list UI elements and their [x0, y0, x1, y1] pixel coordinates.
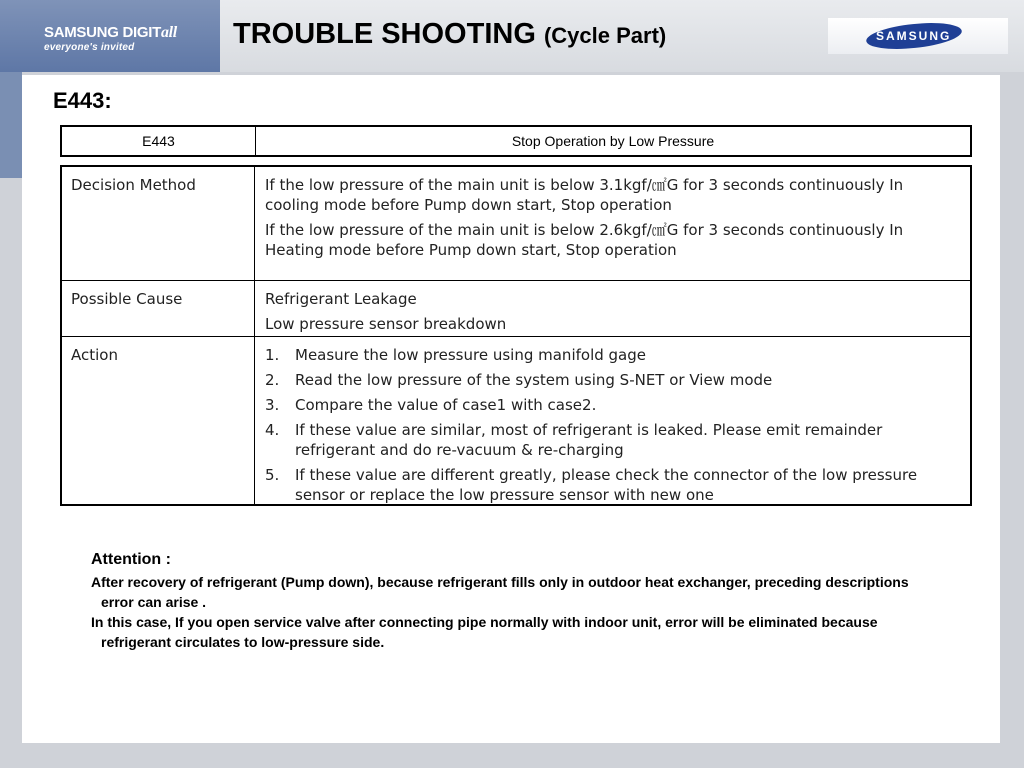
- table-row-action: [62, 337, 970, 504]
- decision-line: If the low pressure of the main unit is below 2.6kgf/㎠G for 3 seconds continuously In Heating mode before Pump down start, Stop operation: [265, 221, 904, 259]
- summary-description-cell: Stop Operation by Low Pressure: [511, 133, 715, 149]
- list-item: [265, 465, 960, 505]
- summary-code-cell: E443: [62, 127, 256, 155]
- action-number: 3.: [265, 396, 280, 414]
- list-item: [265, 420, 960, 460]
- brand-wordmark-suffix: all: [160, 24, 177, 41]
- action-label: Action: [62, 337, 255, 504]
- brand-tagline: everyone's invited: [44, 42, 135, 53]
- action-text: If these value are similar, most of refrigerant is leaked. Please emit remainder refrigerant and do re-vacuum & re-charging: [295, 421, 883, 459]
- decision-label: Decision Method: [62, 167, 255, 280]
- page-title: [233, 18, 666, 51]
- page-title-sub: (Cycle Part): [543, 23, 667, 48]
- details-table: [60, 165, 972, 506]
- attention-title: Attention :: [91, 551, 171, 568]
- left-accent-bar: [0, 72, 22, 178]
- attention-paragraph: In this case, If you open service valve after connecting pipe normally with indoor unit, error will be eliminated because refrigerant circulates to low-pressure side.: [91, 614, 878, 650]
- cause-line: Refrigerant Leakage: [265, 290, 417, 308]
- list-item: [265, 370, 960, 390]
- cause-value: [255, 281, 970, 336]
- action-text: Read the low pressure of the system using S-NET or View mode: [295, 371, 773, 389]
- action-text: Compare the value of case1 with case2.: [295, 396, 597, 414]
- cause-line: Low pressure sensor breakdown: [265, 315, 507, 333]
- table-row-cause: [62, 281, 970, 337]
- header-band: [0, 0, 1024, 72]
- brand-wordmark: [44, 24, 177, 42]
- decision-line: If the low pressure of the main unit is below 3.1kgf/㎠G for 3 seconds continuously In cooling mode before Pump down start, Stop operation: [265, 176, 904, 214]
- action-number: 4.: [265, 421, 280, 439]
- summary-table: [60, 125, 972, 157]
- list-item: [265, 345, 960, 365]
- brand-wordmark-text: SAMSUNG DIGIT: [44, 24, 161, 41]
- samsung-logo: [828, 18, 1008, 54]
- action-text: If these value are different greatly, please check the connector of the low pressure sensor or replace the low pressure sensor with new one: [295, 466, 918, 504]
- cause-label: Possible Cause: [62, 281, 255, 336]
- action-text: Measure the low pressure using manifold gage: [295, 346, 646, 364]
- table-row-decision: [62, 167, 970, 281]
- attention-note: [91, 550, 911, 652]
- samsung-logo-ellipse: [865, 19, 963, 53]
- list-item: [265, 395, 960, 415]
- attention-paragraph: After recovery of refrigerant (Pump down), because refrigerant fills only in outdoor heat exchanger, preceding descriptions error can arise .: [91, 574, 909, 610]
- action-number: 1.: [265, 346, 280, 364]
- brand-banner: [0, 0, 220, 72]
- samsung-logo-text: SAMSUNG: [876, 29, 952, 43]
- action-value: [255, 337, 970, 504]
- error-code-heading: E443:: [53, 88, 112, 113]
- action-list: [265, 345, 960, 505]
- action-number: 2.: [265, 371, 280, 389]
- decision-value: [255, 167, 970, 280]
- page-title-main: TROUBLE SHOOTING: [233, 18, 536, 50]
- action-number: 5.: [265, 466, 280, 484]
